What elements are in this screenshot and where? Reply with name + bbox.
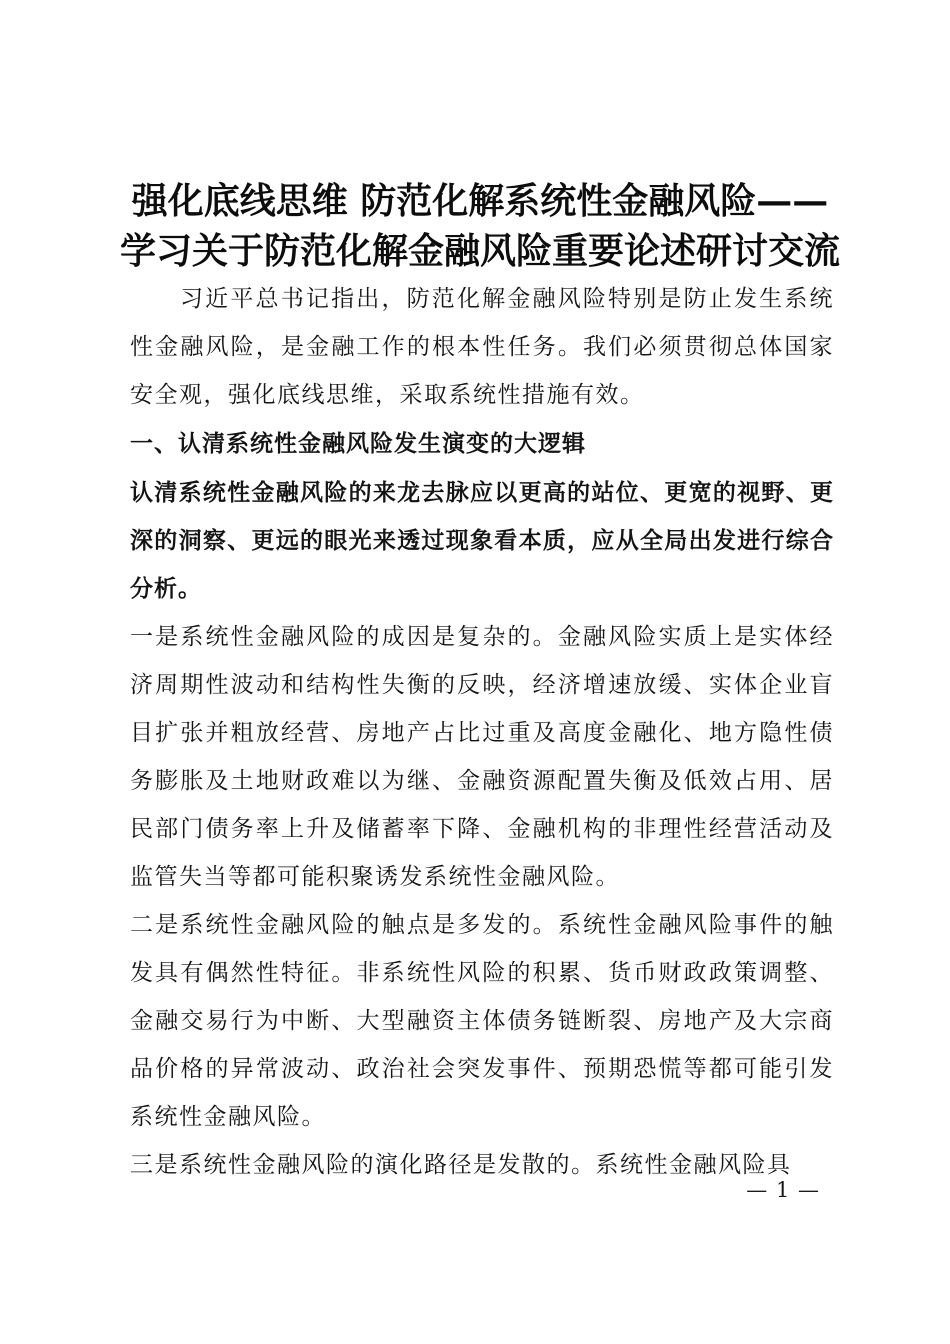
page-number: — 1 —: [746, 1178, 820, 1202]
title-line-1: 强化底线思维 防范化解系统性金融风险——: [131, 180, 829, 222]
document-title: [100, 176, 860, 276]
point-3-paragraph: 三是系统性金融风险的演化路径是发散的。系统性金融风险具: [130, 1152, 792, 1178]
point-1-paragraph: 一是系统性金融风险的成因是复杂的。金融风险实质上是实体经济周期性波动和结构性失衡的反映，经济增速放缓、实体企业盲目扩张并粗放经营、房地产占比过重及高度金融化、地方隐性债务膨胀及土地财政难以为继、金融资源配置失衡及低效占用、居民部门债务率上升及储蓄率下降、金融机构的非理性经营活动及监管失当等都可能积聚诱发系统性金融风险。: [130, 624, 834, 890]
document-body: [130, 275, 834, 1189]
section-heading-1: 一、认清系统性金融风险发生演变的大逻辑: [130, 431, 586, 457]
intro-paragraph: 习近平总书记指出，防范化解金融风险特别是防止发生系统性金融风险，是金融工作的根本性任务。我们必须贯彻总体国家安全观，强化底线思维，采取系统性措施有效。: [130, 286, 834, 408]
point-2-paragraph: 二是系统性金融风险的触点是多发的。系统性金融风险事件的触发具有偶然性特征。非系统性风险的积累、货币财政政策调整、金融交易行为中断、大型融资主体债务链断裂、房地产及大宗商品价格的异常波动、政治社会突发事件、预期恐慌等都可能引发系统性金融风险。: [130, 912, 834, 1130]
title-line-2: 学习关于防范化解金融风险重要论述研讨交流: [119, 230, 840, 272]
section-lead-paragraph: 认清系统性金融风险的来龙去脉应以更高的站位、更宽的视野、更深的洞察、更远的眼光来透过现象看本质，应从全局出发进行综合分析。: [130, 480, 834, 602]
